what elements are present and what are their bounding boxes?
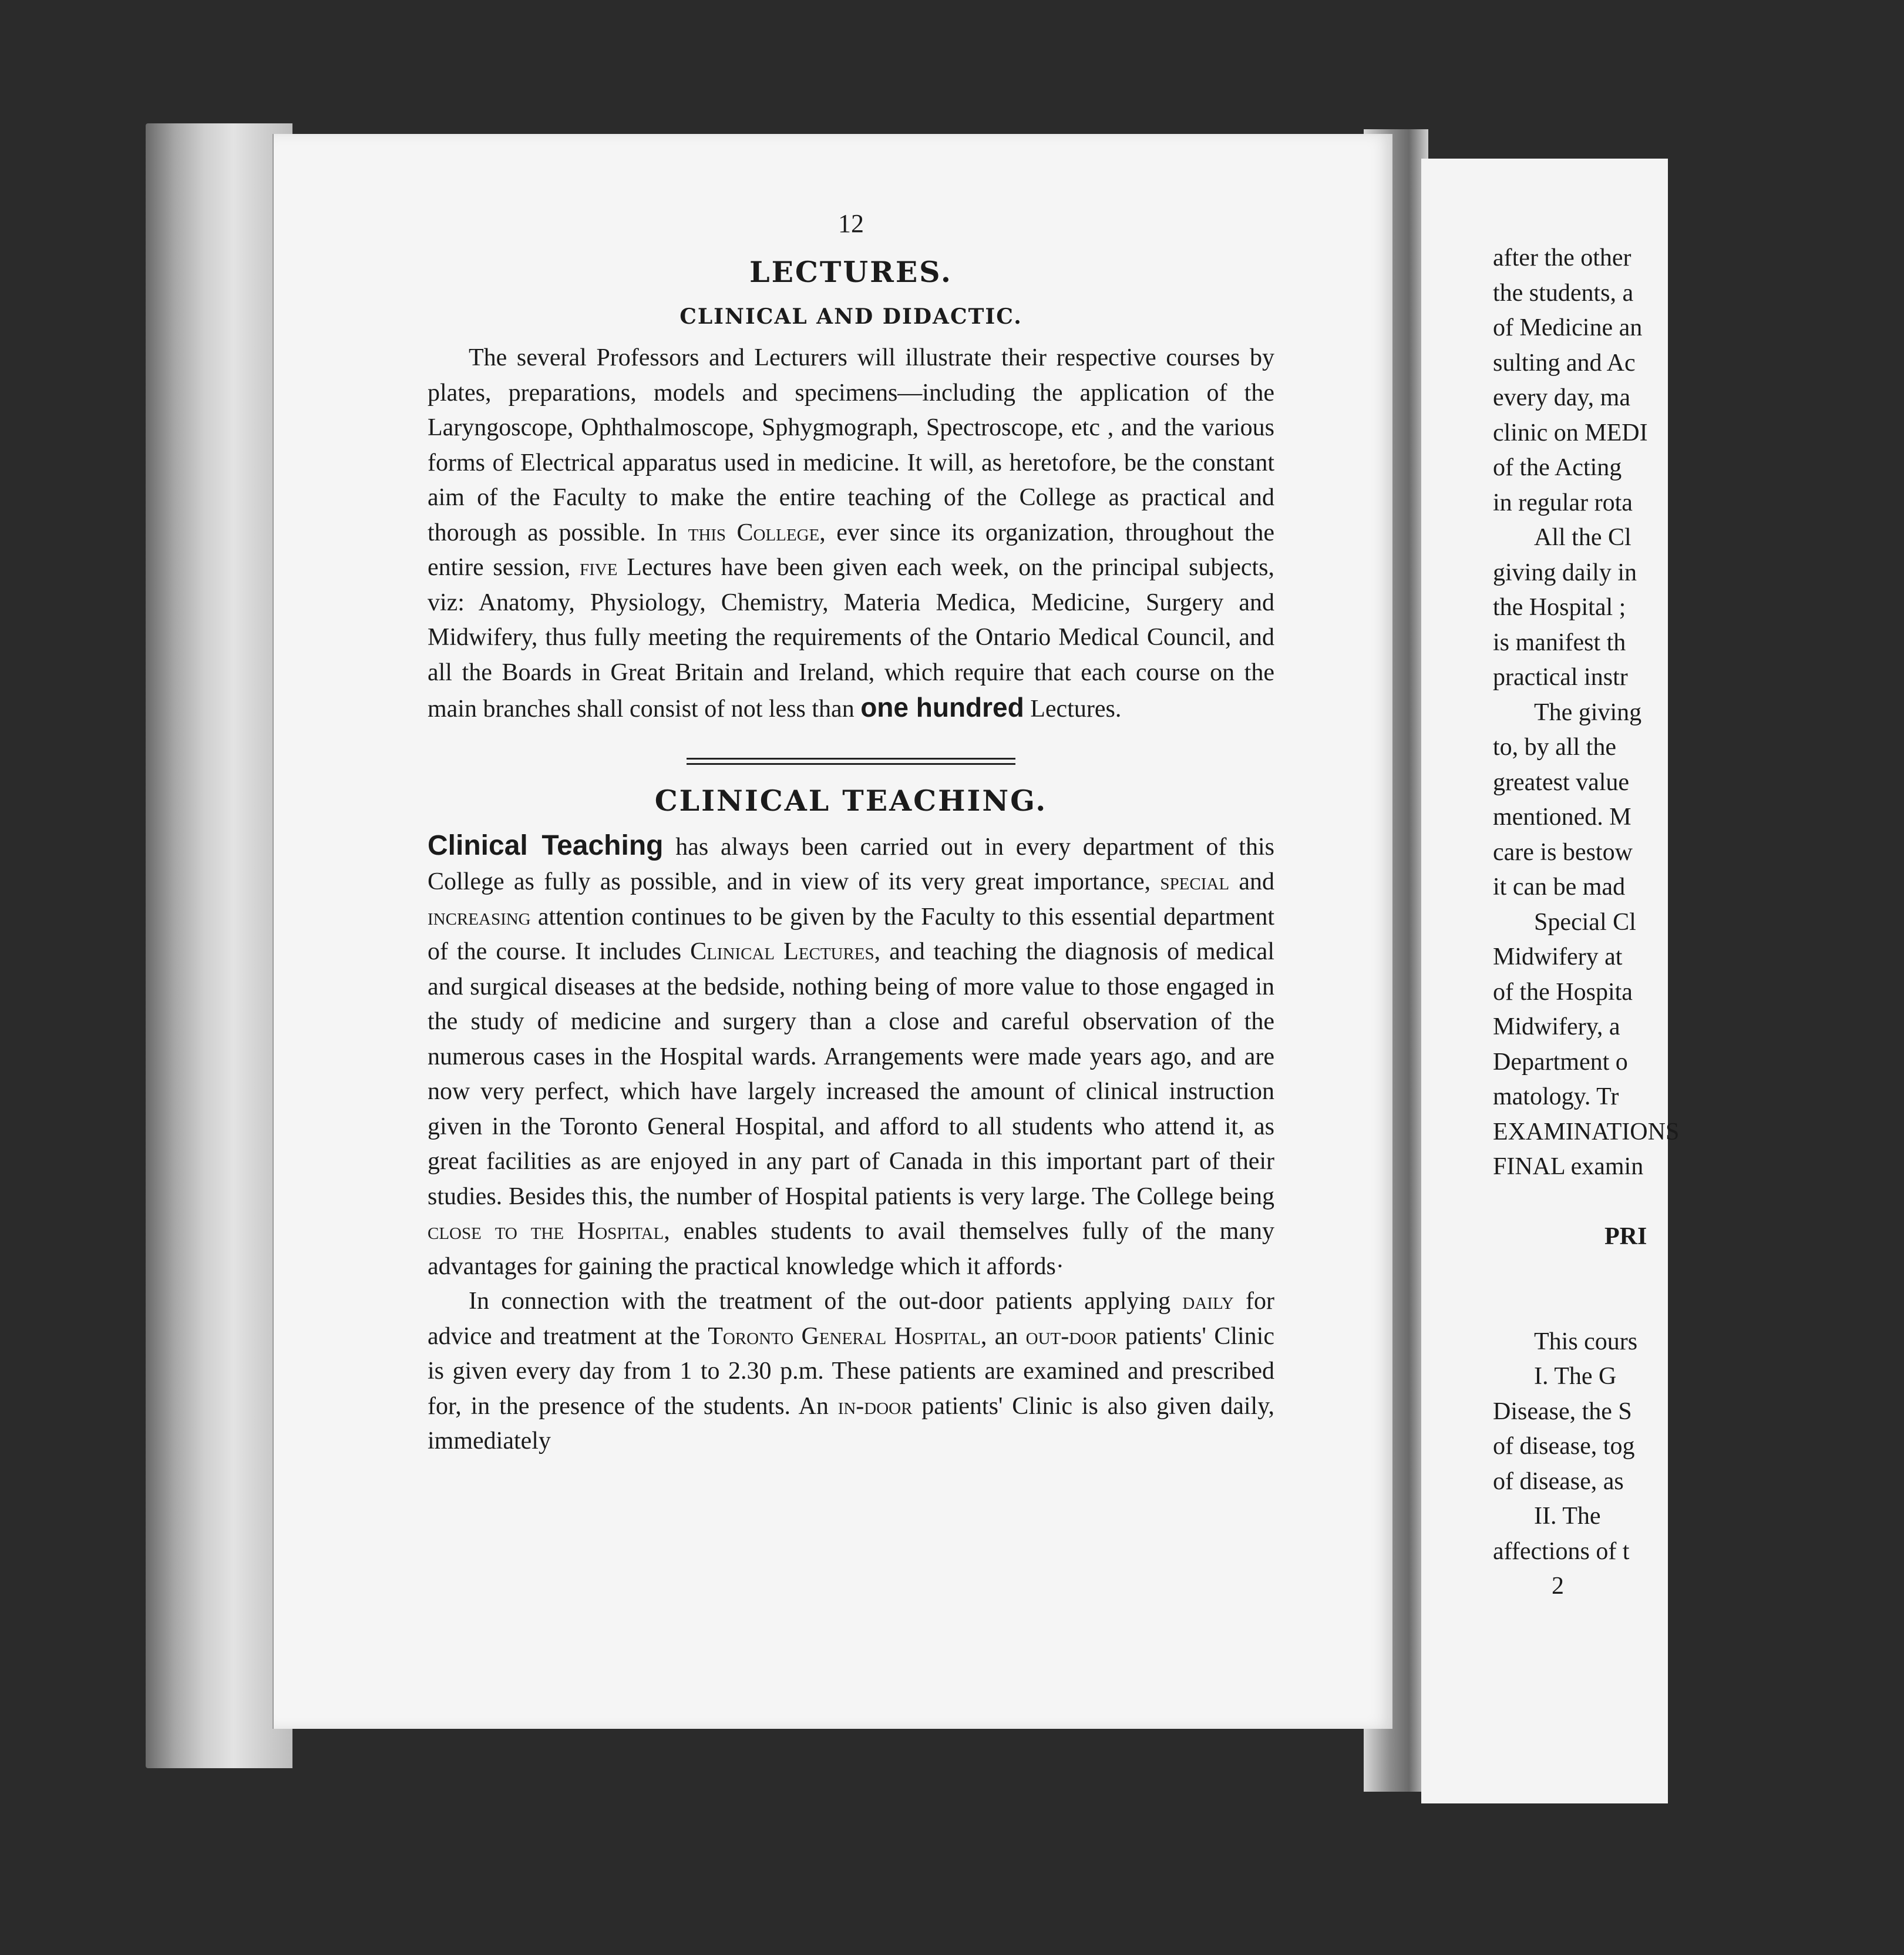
small-caps-clinical-lectures: Clinical Lectures [690, 938, 874, 965]
right-page-line: Special Cl [1534, 908, 1636, 936]
small-caps-toronto-general-hospital: Toronto General Hospital [708, 1322, 981, 1350]
right-page-line: I. The G [1534, 1363, 1617, 1390]
right-page-line: care is bestow [1493, 838, 1633, 866]
clinical-paragraph-1: Clinical Teaching has always been carried out in every department of this College as fully as possible, and in view of its very great importance, special and increasing attention continues to be given by the Faculty to this essential department of the course. It includes Clinical Lectures, and teaching the diagnosis of medical and surgical diseases at the bedside, nothing being of more value to those engaged in the study of medicine and surgery than a close and careful observation of the numerous cases in the Hospital wards. Arrangements were made years ago, and are now very perfect, which have largely increased the amount of clinical instruction given in the Toronto General Hospital, and afford to all students who attend it, as great facilities as are enjoyed in any part of Canada in this important part of their studies. Besides this, the number of Hospital patients is very large. The College being close to the Hospital, enables students to avail themselves fully of the many advantages for gaining the practical knowledge which it affords· [428, 829, 1274, 1280]
right-page-line: after the other [1493, 244, 1631, 271]
right-page-line: is manifest th [1493, 629, 1626, 656]
right-page-line [1493, 1289, 1904, 1325]
right-page-line: matology. Tr [1493, 1083, 1619, 1110]
clinical-paragraph-2: In connection with the treatment of the out-door patients applying daily for advice and treatment at the Toronto General Hospital, an out-door patients' Clinic is given every day from 1 to 2.30 p.m. These patients are examined and prescribed for, in the presence of the students. An in-door patients' Clinic is also given daily, immediately [428, 1288, 1274, 1455]
small-caps-in-door: in-door [837, 1392, 913, 1420]
right-page-text [1493, 241, 1904, 1604]
emphasis-one-hundred: one hundred [860, 692, 1024, 723]
right-page-line: the Hospital ; [1493, 594, 1626, 621]
right-page-line: of Medicine an [1493, 314, 1643, 341]
left-page-content [428, 209, 1274, 1459]
page-edges [146, 123, 292, 1768]
right-page-line: the students, a [1493, 279, 1634, 307]
small-caps-out-door: out-door [1025, 1322, 1118, 1350]
right-page-line: EXAMINATIONS [1493, 1118, 1680, 1146]
right-page-line: greatest value [1493, 768, 1630, 796]
page-number: 12 [838, 209, 864, 238]
lectures-heading: LECTURES. [749, 255, 953, 289]
right-page-line: it can be mad [1493, 874, 1626, 901]
right-page-line: of disease, as [1493, 1467, 1624, 1495]
right-page-line: Midwifery at [1493, 943, 1623, 970]
right-page-line: This cours [1534, 1328, 1638, 1355]
lectures-subheading: CLINICAL AND DIDACTIC. [679, 304, 1022, 329]
right-page-line: All the Cl [1534, 524, 1631, 551]
right-page-line: clinic on MEDI [1493, 419, 1648, 446]
small-caps-special: special [1160, 868, 1230, 895]
right-page-line [1493, 1185, 1904, 1220]
right-page-line: practical instr [1493, 664, 1628, 691]
right-page-line: sulting and Ac [1493, 349, 1636, 377]
right-page-line: Department o [1493, 1048, 1628, 1076]
right-page-line: every day, ma [1493, 384, 1630, 411]
right-page-line: mentioned. M [1493, 804, 1631, 831]
right-page-line: of the Hospita [1493, 978, 1633, 1006]
right-page [1421, 159, 1680, 1803]
section-divider [687, 758, 1015, 765]
small-caps-five: five [579, 554, 618, 581]
small-caps-close-to-hospital: close to the Hospital [428, 1218, 664, 1245]
right-page-line: PRI [1604, 1223, 1647, 1250]
right-page-line: Midwifery, a [1493, 1013, 1620, 1040]
right-page-line: in regular rota [1493, 489, 1633, 516]
right-page-line: of disease, tog [1493, 1433, 1635, 1460]
right-page-line: giving daily in [1493, 559, 1637, 586]
right-page-line: 2 [1552, 1573, 1564, 1600]
right-page-line: of the Acting [1493, 454, 1622, 481]
right-page-line: II. The [1534, 1503, 1601, 1530]
small-caps-increasing: increasing [428, 903, 531, 931]
clinical-teaching-heading: CLINICAL TEACHING. [654, 783, 1048, 818]
small-caps-daily: daily [1182, 1288, 1234, 1315]
right-page-line: affections of t [1493, 1537, 1630, 1565]
right-page-line: FINAL examin [1493, 1153, 1644, 1180]
lectures-paragraph: The several Professors and Lecturers will illustrate their respective courses by plates, preparations, models and specimens—including the application of the Laryngoscope, Ophthalmoscope, Sphygmograph, Spectroscope, etc , and the various forms of Electrical apparatus used in medicine. It will, as heretofore, be the constant aim of the Faculty to make the entire teaching of the College as practical and thorough as possible. In this College, ever since its organization, throughout the entire session, five Lectures have been given each week, on the principal subjects, viz: Anatomy, Physiology, Chemistry, Materia Medica, Medicine, Surgery and Midwifery, thus fully meeting the requirements of the Ontario Medical Council, and all the Boards in Great Britain and Ireland, which require that each course on the main branches shall consist of not less than one hundred Lectures. [428, 344, 1275, 723]
right-page-line [1493, 1255, 1904, 1290]
right-page-line: The giving [1534, 698, 1642, 726]
lead-clinical-teaching: Clinical Teaching [428, 829, 664, 861]
right-page-line: to, by all the [1493, 734, 1616, 761]
right-page-line: Disease, the S [1493, 1398, 1632, 1425]
small-caps-this-college: this College [688, 519, 820, 546]
